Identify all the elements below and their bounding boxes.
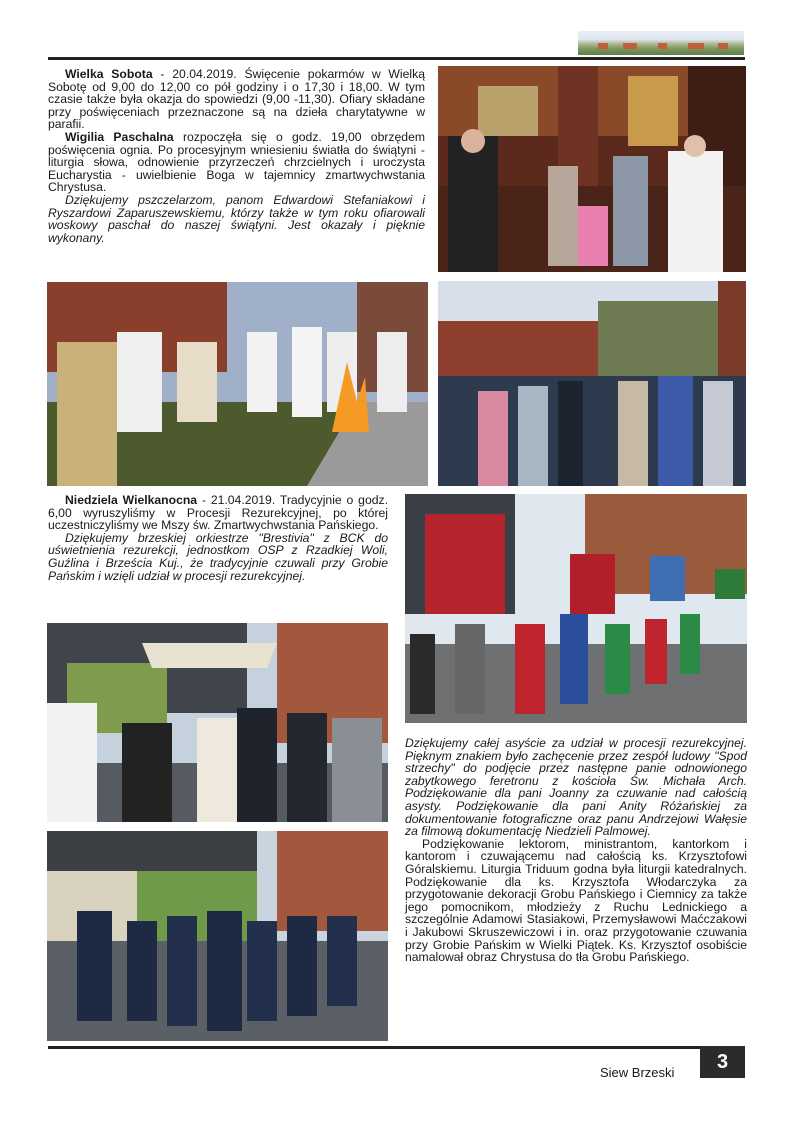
publication-name: Siew Brzeski: [600, 1065, 675, 1080]
article-top-text: [48, 68, 425, 244]
heading-niedziela-wielkanocna: Niedziela Wielkanocna: [65, 493, 198, 507]
header-landscape-thumbnail: [578, 31, 744, 55]
page-number: 3: [700, 1046, 745, 1078]
assist-thanks: Dziękujemy całej asyście za udział w procesji rezurekcyjnej. Pięknym znakiem było zachęcenie przez zespół ludowy "Spod strzechy" do podjęcie przez następne panie odnowionego zabytkowego feretronu z kościoła Św. Michała Arch. Podziękowanie dla pani Joanny za czuwanie nad całością asysty. Podziękowanie dla pani Anity Różańskiej za dokumentowanie fotograficzne oraz panu Andrzejowi Wałęsie za filmową dokumentację Niedzieli Palmowej.: [405, 736, 747, 839]
photo-easter-fire: [47, 282, 428, 486]
vigil-body: rozpoczęła się o godz. 19,00 obrzędem poświęcenia ognia. Po procesyjnym wniesieniu światła do świątyni - liturgia słowa, odnowienie przyrzeczeń chrzcielnych i uroczysta Eucharystia - uwielbienie Boga w tajemnicy zmartwychwstania Chrystusa.: [48, 129, 425, 195]
easter-body: - 21.04.2019. Tradycyjnie o godz. 6,00 wyruszyliśmy w Procesji Rezurekcyjnej, po której uczestniczyliśmy we Mszy św. Zmartwychwstania Pańskiego.: [48, 493, 388, 533]
heading-wielka-sobota: Wielka Sobota: [65, 67, 153, 81]
article-thanks-text: [405, 737, 747, 964]
lectors-thanks: Podziękowanie lektorom, ministrantom, kantorkom i kantorom i czuwającemu nad całością ks. Krzysztofowi Góralskiemu. Liturgia Triduum godna była liturgii katedralnych. Podziękowanie dla ks. Krzysztofa Włodarczyka za przygotowanie dekoracji Grobu Pańskiego i Ciemnicy za także jego pomocnikom, młodzieży z Ruchu Lednickiego a szczególnie Adamowi Stasiakowi, Przemysławowi Maćczakowi i Jakubowi Skruszewiczowi i in. oraz przygotowanie czuwania przy Grobie Pańskim w Wielki Piątek. Ks. Krzysztof osobiście namalował obraz Chrystusa do tła Grobu Pańskiego.: [405, 836, 747, 965]
article-easter-text: [48, 494, 388, 582]
photo-canopy-procession: [47, 623, 388, 822]
photo-marching-band: [47, 831, 388, 1041]
heading-wigilia-paschalna: Wigilia Paschalna: [65, 129, 174, 144]
saturday-body: - 20.04.2019. Święcenie pokarmów w Wielką Sobotę od 9,00 do 12,00 co pół godziny i o 17,30 i 18,00. W tym czasie także była okazja do spowiedzi (9,00 -11,30). Ofiary składane przy poświęceniach przeznaczone są na dzieła charytatywne w parafii.: [48, 67, 425, 132]
photo-procession-banners: [405, 494, 747, 723]
header-rule: [48, 57, 745, 60]
photo-church-blessing: [438, 66, 746, 272]
footer-rule: [48, 1046, 745, 1049]
easter-thanks: Dziękujemy brzeskiej orkiestrze "Brestivia" z BCK do uświetnienia rezurekcji, jednostkom OSP z Rzadkiej Woli, Guźlina i Brześcia Kuj., że tradycyjnie czuwali przy Grobie Pańskim i wzięli udział w procesji rezurekcyjnej.: [48, 530, 388, 583]
vigil-thanks: Dziękujemy pszczelarzom, panom Edwardowi Stefaniakowi i Ryszardowi Zaparuszewskiemu, którzy także w tym roku ofiarowali woskowy paschał do naszej świątyni. Jest okazały i pięknie wykonany.: [48, 192, 425, 245]
photo-crowd-outdoors: [438, 281, 746, 486]
